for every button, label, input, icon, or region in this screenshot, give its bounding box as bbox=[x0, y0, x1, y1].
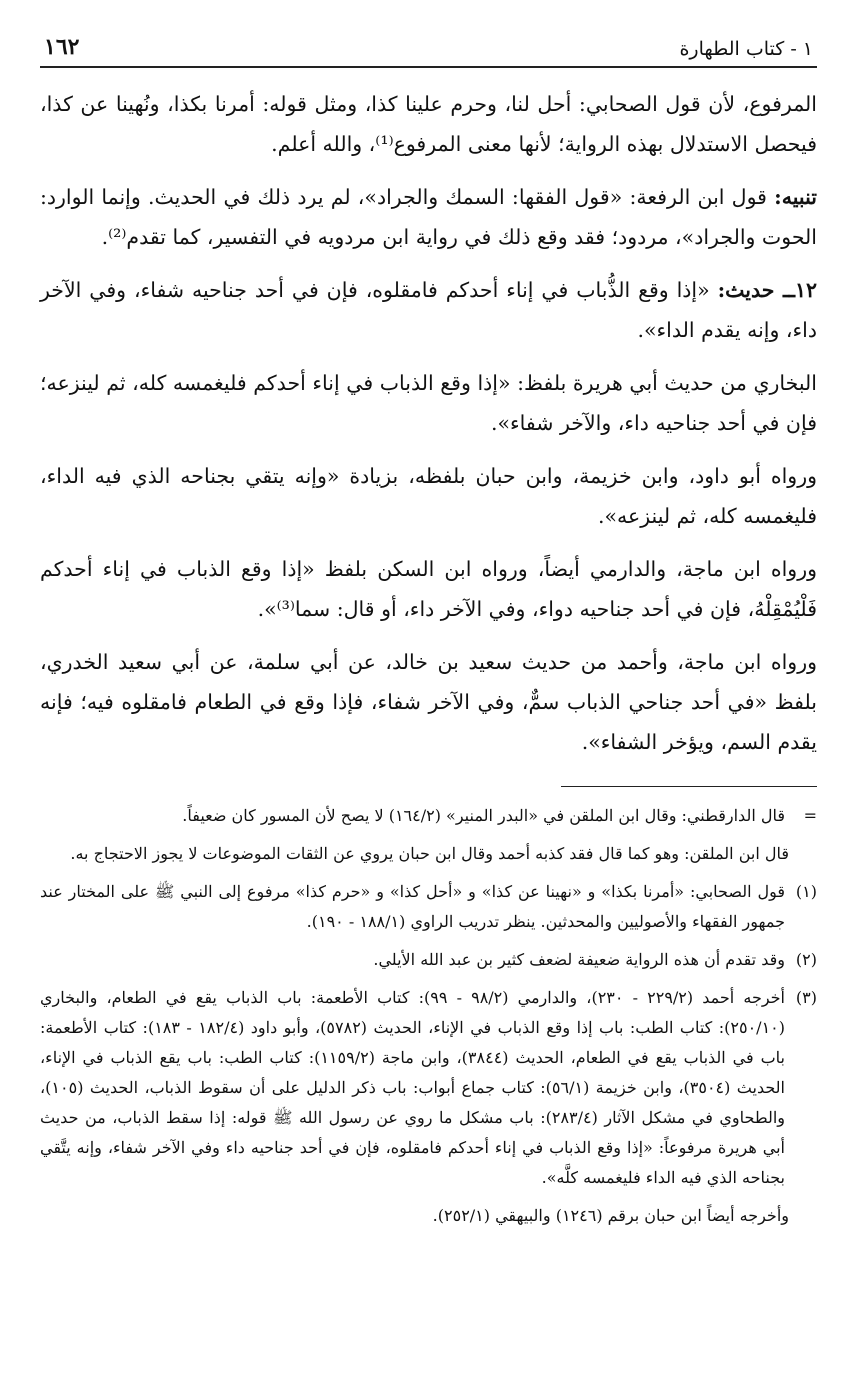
footnote-marker: (١) bbox=[795, 882, 817, 901]
footnote-continued-line: وأخرجه أيضاً ابن حبان برقم (١٢٤٦) والبيهقي (٢٥٢/١). bbox=[432, 1206, 789, 1225]
paragraph bbox=[40, 642, 817, 762]
paragraph-text: البخاري من حديث أبي هريرة بلفظ: «إذا وقع الذباب في إناء أحدكم فليغمسه كله، ثم لينزعه؛ فإن في أحد جناحيه داء، والآخر شفاء». bbox=[40, 371, 817, 435]
footnote-continued bbox=[40, 801, 817, 831]
footnote bbox=[40, 945, 817, 975]
footnotes bbox=[40, 801, 817, 1231]
page-number: ١٦٢ bbox=[44, 34, 80, 60]
paragraph-text: «إذا وقع الذُّباب في إناء أحدكم فامقلوه، فإن في أحد جناحيه شفاء، وفي الآخر داء، وإنه يقدم الداء». bbox=[40, 278, 817, 342]
paragraph-text: ورواه ابن ماجة، وأحمد من حديث سعيد بن خالد، عن أبي سلمة، عن أبي سعيد الخدري، بلفظ «في أحد جناحي الذباب سمٌّ، وفي الآخر شفاء، فإذا وقع في الطعام فامقلوه فيه؛ فإنه يقدم السم، ويؤخر الشفاء». bbox=[40, 650, 817, 754]
footnote-divider bbox=[561, 786, 817, 787]
footnote-marker: (٢) bbox=[795, 950, 817, 969]
footnote bbox=[40, 983, 817, 1193]
paragraph-text: ورواه ابن ماجة، والدارمي أيضاً، ورواه ابن السكن بلفظ «إذا وقع الذباب في إناء أحدكم فَلْيُمْقِلْهُ، فإن في أحد جناحيه دواء، وفي الآخر داء، أو قال: سما⁽³⁾». bbox=[40, 557, 817, 621]
chapter-title: ١ - كتاب الطهارة bbox=[679, 38, 813, 60]
paragraph-lead: ١٢ــ حديث: bbox=[717, 278, 817, 302]
paragraph-text: ورواه أبو داود، وابن خزيمة، وابن حبان بلفظه، بزيادة «وإنه يتقي بجناحه الذي فيه الداء، فليغمسه كله، ثم لينزعه». bbox=[40, 464, 817, 528]
paragraph-note bbox=[40, 177, 817, 257]
footnote-text: قال الدارقطني: وقال ابن الملقن في «البدر المنير» (١٦٤/٢) لا يصح لأن المسور كان ضعيفاً. bbox=[182, 806, 785, 825]
paragraph-lead: تنبيه: bbox=[774, 185, 817, 209]
main-text bbox=[40, 84, 817, 762]
paragraph-text: قول ابن الرفعة: «قول الفقها: السمك والجراد»، لم يرد ذلك في الحديث. وإنما الوارد: الحوت والجراد»، مردود؛ فقد وقع ذلك في رواية ابن مردويه في التفسير، كما تقدم⁽²⁾. bbox=[40, 185, 817, 249]
book-page bbox=[40, 30, 817, 1239]
footnote-marker: = bbox=[803, 806, 817, 825]
footnote bbox=[40, 877, 817, 937]
footnote-text: قول الصحابي: «أمرنا بكذا» و «نهينا عن كذا» و «أحل كذا» و «حرم كذا» مرفوع إلى النبي ﷺ على المختار عند جمهور الفقهاء والأصوليين والمحدثين. ينظر تدريب الراوي (١٨٨/١ - ١٩٠). bbox=[40, 882, 785, 931]
footnote-marker: (٣) bbox=[795, 988, 817, 1007]
footnote-text: وقد تقدم أن هذه الرواية ضعيفة لضعف كثير بن عبد الله الأيلي. bbox=[373, 950, 785, 969]
footnote-continued-line: قال ابن الملقن: وهو كما قال فقد كذبه أحمد وقال ابن حبان يروي عن الثقات الموضوعات لا يجوز الاحتجاج به. bbox=[70, 844, 789, 863]
footnote-text: أخرجه أحمد (٢٢٩/٢ - ٢٣٠)، والدارمي (٩٨/٢ - ٩٩): كتاب الأطعمة: باب الذباب يقع في الطعام، والبخاري (٢٥٠/١٠): كتاب الطب: باب إذا وقع الذباب في الإناء، الحديث (٥٧٨٢)، وأبو داود (١٨٢/٤ - ١٨٣): كتاب الأطعمة: باب في الذباب يقع في الطعام، الحديث (٣٨٤٤)، وابن ماجة (١١٥٩/٢): كتاب الطب: باب يقع الذباب في الإناء، الحديث (٣٥٠٤)، وابن خزيمة (٥٦/١): كتاب جماع أبواب: باب ذكر الدليل على أن سقوط الذباب، الحديث (١٠٥)، والطحاوي في مشكل الآثار (٢٨٣/٤): باب مشكل ما روي عن رسول الله ﷺ قوله: إذا سقط الذباب، من حديث أبي هريرة مرفوعاً: «إذا وقع الذباب في إناء أحدكم فامقلوه، فإن في أحد جناحيه داء وفي الآخر شفاء، وإنه يتَّقي بجناحه الذي فيه الداء فليغمسه كلَّه». bbox=[40, 988, 786, 1187]
paragraph bbox=[40, 84, 817, 164]
paragraph bbox=[40, 456, 817, 536]
paragraph-text: المرفوع، لأن قول الصحابي: أحل لنا، وحرم علينا كذا، ومثل قوله: أمرنا بكذا، ونُهينا عن كذا، فيحصل الاستدلال بهذه الرواية؛ لأنها معنى المرفوع⁽¹⁾، والله أعلم. bbox=[40, 92, 817, 156]
paragraph bbox=[40, 549, 817, 629]
paragraph-hadith-heading bbox=[40, 270, 817, 350]
running-header bbox=[40, 30, 817, 68]
paragraph bbox=[40, 363, 817, 443]
